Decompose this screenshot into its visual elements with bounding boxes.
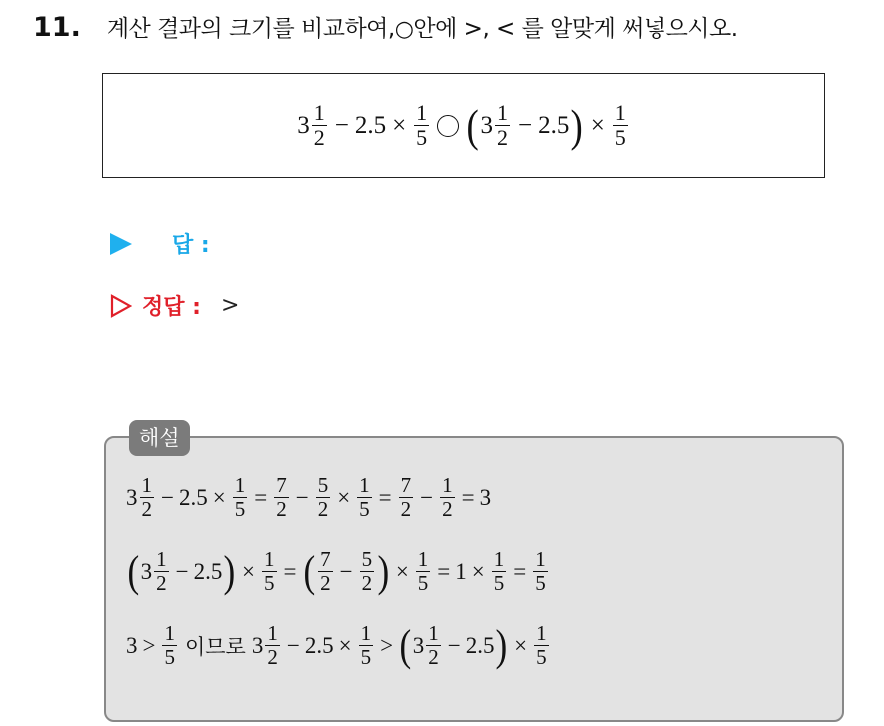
equals-sign: =: [378, 484, 392, 510]
denominator: 5: [417, 571, 429, 595]
numerator: 7: [276, 473, 287, 497]
denominator: 5: [536, 645, 547, 669]
equals-sign: =: [513, 558, 527, 584]
fraction: [613, 101, 628, 150]
numerator: 5: [361, 547, 373, 571]
fraction: [265, 622, 280, 669]
denominator: 5: [264, 571, 275, 595]
numerator: 1: [417, 547, 429, 571]
fraction: [533, 548, 548, 595]
denominator: 2: [156, 571, 167, 595]
times-sign: ×: [590, 111, 605, 139]
numerator: 1: [141, 473, 152, 497]
decimal: 2.5: [304, 632, 334, 658]
integer-value: 1: [455, 558, 467, 584]
whole-part: 3: [251, 632, 264, 658]
correct-answer-value: >: [220, 293, 240, 318]
greater-than-sign: >: [380, 632, 394, 658]
numerator: 1: [360, 621, 372, 645]
numerator: 1: [264, 547, 275, 571]
denominator: 5: [493, 571, 505, 595]
times-sign: ×: [242, 558, 256, 584]
fraction: [154, 548, 169, 595]
explanation-line-1: [126, 474, 491, 521]
numerator: 1: [428, 621, 439, 645]
fraction: [534, 622, 549, 669]
denominator: 2: [141, 497, 152, 521]
fraction: [440, 474, 455, 521]
denominator: 5: [535, 571, 546, 595]
fraction: [426, 622, 441, 669]
numerator: 1: [497, 100, 508, 125]
whole-part: 3: [126, 484, 138, 510]
minus-sign: −: [339, 558, 353, 584]
whole-part: 3: [140, 558, 153, 584]
denominator: 5: [614, 125, 626, 150]
denominator: 5: [164, 645, 175, 669]
fraction: [274, 474, 289, 521]
denominator: 5: [234, 497, 246, 521]
denominator: 2: [497, 125, 508, 150]
numerator: 7: [400, 473, 412, 497]
numerator: 1: [234, 473, 246, 497]
fraction: [399, 474, 414, 521]
numerator: 5: [317, 473, 329, 497]
times-sign: ×: [392, 111, 407, 139]
fraction: [416, 548, 431, 595]
denominator: 2: [317, 497, 329, 521]
fraction: [495, 101, 510, 150]
denominator: 5: [416, 125, 428, 150]
question-number: 11.: [33, 12, 81, 43]
correct-answer-label: 정답 :: [142, 295, 201, 320]
correct-answer-row: [110, 290, 239, 321]
fraction: [492, 548, 507, 595]
answer-label: 답 :: [172, 233, 210, 258]
denominator: 2: [320, 571, 331, 595]
equals-sign: =: [461, 484, 475, 510]
fraction: [262, 548, 277, 595]
decimal: 2.5: [178, 484, 208, 510]
fraction: [318, 548, 333, 595]
denominator: 2: [276, 497, 287, 521]
numerator: 1: [614, 100, 626, 125]
equals-sign: =: [254, 484, 268, 510]
right-paren: ): [377, 546, 390, 596]
problem-expression: [297, 101, 630, 150]
result-value: 3: [479, 484, 492, 510]
circle-symbol: ○: [394, 17, 414, 42]
numerator: 1: [267, 621, 278, 645]
fraction: [359, 622, 374, 669]
denominator: 2: [313, 125, 325, 150]
times-sign: ×: [514, 632, 528, 658]
times-sign: ×: [338, 632, 352, 658]
fraction: [414, 101, 429, 150]
numerator: 1: [156, 547, 167, 571]
minus-sign: −: [175, 558, 189, 584]
denominator: 5: [360, 645, 372, 669]
denominator: 5: [359, 497, 370, 521]
minus-sign: −: [286, 632, 300, 658]
denominator: 2: [361, 571, 373, 595]
fraction: [140, 474, 155, 521]
answer-circle[interactable]: [437, 115, 459, 137]
mixed-number: [481, 101, 513, 150]
decimal: 2.5: [354, 111, 387, 139]
conjunction-text: 이므로: [184, 634, 246, 659]
filled-triangle-icon: [110, 233, 132, 255]
whole-part: 3: [297, 111, 310, 139]
question-text-before: 계산 결과의 크기를 비교하여,: [106, 16, 395, 42]
minus-sign: −: [420, 484, 434, 510]
equals-sign: =: [283, 558, 297, 584]
decimal: 2.5: [193, 558, 223, 584]
numerator: 1: [535, 547, 546, 571]
outline-triangle-icon: [110, 294, 132, 318]
left-paren: (: [127, 546, 140, 596]
minus-sign: −: [447, 632, 461, 658]
fraction: [316, 474, 331, 521]
whole-part: 3: [412, 632, 425, 658]
minus-sign: −: [295, 484, 309, 510]
denominator: 2: [442, 497, 453, 521]
answer-row: [110, 228, 210, 259]
question-header: [33, 10, 738, 43]
numerator: 1: [359, 473, 370, 497]
minus-sign: −: [334, 111, 349, 139]
equals-sign: =: [437, 558, 451, 584]
decimal: 2.5: [465, 632, 495, 658]
whole-part: 3: [480, 111, 493, 139]
denominator: 2: [267, 645, 278, 669]
numerator: 1: [416, 100, 428, 125]
numerator: 7: [320, 547, 331, 571]
left-paren: (: [399, 620, 412, 670]
decimal: 2.5: [538, 111, 570, 139]
numerator: 1: [313, 100, 325, 125]
left-paren: (: [466, 99, 479, 151]
problem-box: [102, 73, 825, 178]
right-paren: ): [495, 620, 508, 670]
minus-sign: −: [161, 484, 174, 510]
explanation-line-3: [126, 622, 551, 669]
fraction: [312, 101, 327, 150]
left-paren: (: [302, 546, 315, 596]
times-sign: ×: [395, 558, 409, 584]
minus-sign: −: [518, 111, 533, 139]
denominator: 2: [428, 645, 439, 669]
right-paren: ): [570, 99, 584, 151]
times-sign: ×: [471, 558, 485, 584]
explanation-tag: 해설: [129, 420, 190, 456]
greater-than-sign: >: [142, 632, 156, 658]
fraction: [233, 474, 248, 521]
times-sign: ×: [337, 484, 351, 510]
question-text-after: 안에 >, < 를 알맞게 써넣으시오.: [413, 16, 738, 42]
integer-value: 3: [126, 632, 138, 658]
denominator: 2: [400, 497, 412, 521]
right-paren: ): [223, 546, 236, 596]
numerator: 1: [164, 621, 175, 645]
mixed-number: [297, 101, 329, 150]
numerator: 1: [493, 547, 505, 571]
explanation-line-2: [126, 548, 550, 595]
fraction: [360, 548, 375, 595]
numerator: 1: [442, 473, 453, 497]
numerator: 1: [536, 621, 547, 645]
fraction: [162, 622, 177, 669]
fraction: [357, 474, 372, 521]
question-text: [107, 10, 738, 43]
times-sign: ×: [212, 484, 226, 510]
